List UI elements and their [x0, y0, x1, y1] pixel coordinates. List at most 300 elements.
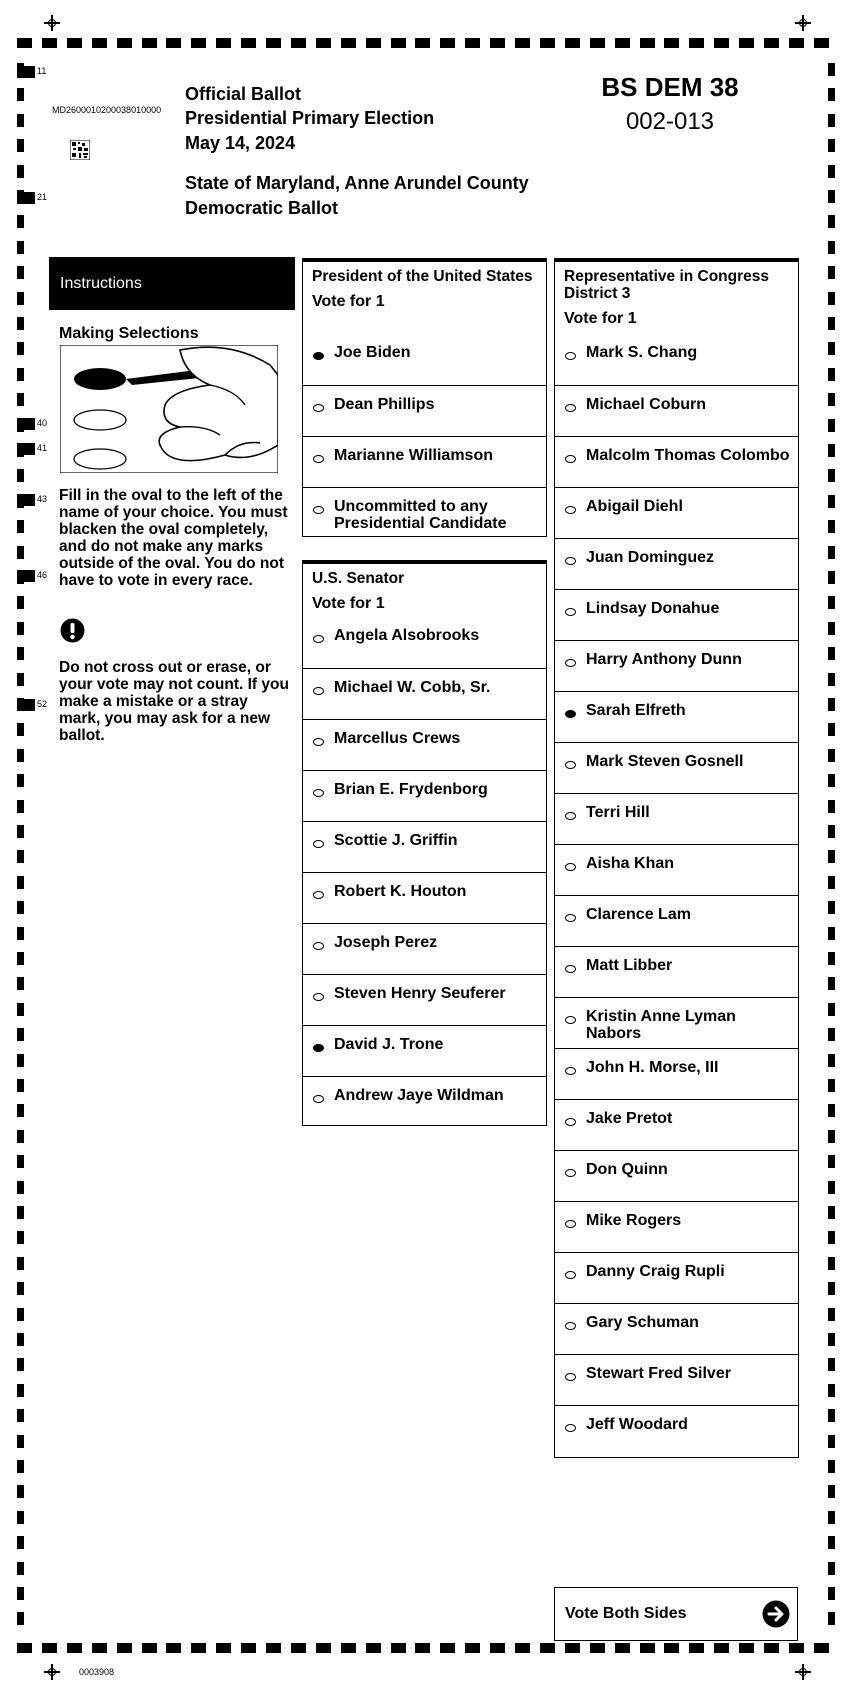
registration-crosshair-icon [44, 15, 60, 31]
side-mark [17, 570, 35, 582]
selection-oval[interactable] [565, 557, 576, 565]
selection-oval[interactable] [313, 738, 324, 746]
side-number: 52 [37, 699, 48, 709]
timing-mark [17, 1333, 24, 1346]
timing-mark [828, 1536, 835, 1549]
timing-mark [828, 901, 835, 914]
arrow-right-circle-icon [762, 1600, 790, 1628]
candidate-name: Joe Biden [334, 344, 411, 361]
candidate-name: Sarah Elfreth [586, 702, 686, 719]
timing-mark [828, 622, 835, 635]
timing-mark [590, 38, 605, 48]
timing-mark [17, 292, 24, 305]
timing-mark [828, 723, 835, 736]
selection-oval[interactable] [565, 506, 576, 514]
candidate-row[interactable] [555, 1354, 798, 1405]
timing-mark [828, 1460, 835, 1473]
side-mark [17, 699, 35, 711]
timing-mark [828, 850, 835, 863]
timing-mark [828, 1511, 835, 1524]
timing-mark [17, 393, 24, 406]
timing-mark [828, 1612, 835, 1625]
candidate-row[interactable] [303, 617, 546, 668]
timing-mark [216, 38, 231, 48]
candidate-name: Brian E. Frydenborg [334, 781, 488, 798]
candidate-row[interactable] [555, 844, 798, 895]
selection-oval[interactable] [565, 1373, 576, 1381]
candidate-name: Clarence Lam [586, 906, 691, 923]
timing-mark [689, 38, 704, 48]
candidate-name: Jeff Woodard [586, 1416, 688, 1433]
side-number: 41 [37, 443, 48, 453]
timing-mark [17, 165, 24, 178]
timing-mark [117, 38, 132, 48]
timing-mark [828, 1333, 835, 1346]
candidate-name: David J. Trone [334, 1036, 444, 1053]
candidate-row[interactable] [555, 1252, 798, 1303]
timing-mark [17, 850, 24, 863]
registration-crosshair-icon [795, 15, 811, 31]
timing-mark [17, 1003, 24, 1016]
candidate-row[interactable] [555, 946, 798, 997]
timing-mark [664, 1643, 679, 1653]
timing-mark [17, 139, 24, 152]
selection-oval[interactable] [313, 942, 324, 950]
candidate-row[interactable] [555, 385, 798, 436]
timing-mark [828, 825, 835, 838]
timing-mark [17, 1409, 24, 1422]
timing-mark [828, 292, 835, 305]
timing-mark [828, 1358, 835, 1371]
candidate-row[interactable] [555, 589, 798, 640]
timing-mark [17, 774, 24, 787]
timing-mark [241, 1643, 256, 1653]
timing-mark [828, 342, 835, 355]
timing-mark [828, 1409, 835, 1422]
timing-mark [366, 1643, 381, 1653]
timing-mark [828, 749, 835, 762]
timing-mark [828, 419, 835, 432]
candidate-name: Aisha Khan [586, 855, 675, 872]
timing-mark [828, 774, 835, 787]
timing-mark [166, 1643, 181, 1653]
timing-mark [828, 1282, 835, 1295]
timing-mark [17, 1231, 24, 1244]
timing-mark [664, 38, 679, 48]
candidate-row[interactable] [555, 691, 798, 742]
timing-mark [17, 266, 24, 279]
side-number: 40 [37, 418, 48, 428]
timing-mark [92, 1643, 107, 1653]
timing-mark [828, 215, 835, 228]
timing-mark [828, 698, 835, 711]
timing-mark [17, 1155, 24, 1168]
timing-mark [828, 1104, 835, 1117]
candidate-row[interactable] [303, 1076, 546, 1127]
timing-mark [714, 38, 729, 48]
selection-oval[interactable] [565, 710, 576, 718]
selection-oval[interactable] [313, 789, 324, 797]
vote-for-label: Vote for 1 [312, 595, 385, 612]
candidate-row[interactable] [555, 1201, 798, 1252]
timing-mark [17, 342, 24, 355]
timing-mark [828, 520, 835, 533]
timing-mark [291, 38, 306, 48]
timing-mark [540, 1643, 555, 1653]
timing-mark [17, 1435, 24, 1448]
timing-mark [828, 1054, 835, 1067]
candidate-row[interactable] [303, 436, 546, 487]
timing-mark [17, 1536, 24, 1549]
candidate-row[interactable] [555, 334, 798, 385]
candidate-name: Angela Alsobrooks [334, 627, 480, 644]
timing-mark [117, 1643, 132, 1653]
timing-mark [828, 165, 835, 178]
timing-mark [17, 952, 24, 965]
selection-oval[interactable] [565, 1067, 576, 1075]
timing-mark [440, 1643, 455, 1653]
timing-mark [828, 546, 835, 559]
timing-mark [565, 1643, 580, 1653]
timing-mark [828, 1485, 835, 1498]
contest-title: President of the United States [312, 268, 533, 285]
candidate-name: Michael W. Cobb, Sr. [334, 679, 491, 696]
timing-mark [828, 368, 835, 381]
timing-mark [828, 114, 835, 127]
timing-mark [814, 38, 829, 48]
candidate-row[interactable] [303, 1025, 546, 1076]
candidate-name: Andrew Jaye Wildman [334, 1087, 504, 1104]
candidate-row[interactable] [555, 895, 798, 946]
warning-instructions: Do not cross out or erase, or your vote may not count. If you make a mistake or a stray mark, you may ask for a new ballot. [59, 659, 289, 744]
selection-oval[interactable] [313, 840, 324, 848]
candidate-row[interactable] [555, 1405, 798, 1456]
timing-mark [739, 1643, 754, 1653]
selection-oval[interactable] [565, 404, 576, 412]
timing-mark [828, 1003, 835, 1016]
timing-mark [490, 1643, 505, 1653]
timing-mark [590, 1643, 605, 1653]
timing-mark [828, 673, 835, 686]
candidate-name: Abigail Diehl [586, 498, 683, 515]
candidate-name: Kristin Anne Lyman Nabors [586, 1008, 736, 1042]
timing-mark [17, 1358, 24, 1371]
timing-mark [828, 977, 835, 990]
timing-mark [465, 1643, 480, 1653]
contest-title: U.S. Senator [312, 570, 405, 587]
candidate-row[interactable] [555, 487, 798, 538]
selection-oval[interactable] [313, 506, 324, 514]
vote-both-sides-label: Vote Both Sides [565, 1605, 687, 1622]
candidate-name: Uncommitted to any Presidential Candidate [334, 498, 507, 532]
vote-for-label: Vote for 1 [564, 310, 637, 327]
contest-title: Representative in Congress District 3 [564, 268, 770, 302]
timing-mark [714, 1643, 729, 1653]
timing-mark [415, 38, 430, 48]
timing-mark [828, 1308, 835, 1321]
timing-mark [17, 368, 24, 381]
candidate-row[interactable] [555, 538, 798, 589]
selection-oval[interactable] [565, 1220, 576, 1228]
selection-oval[interactable] [565, 659, 576, 667]
timing-mark [191, 1643, 206, 1653]
timing-mark [828, 1028, 835, 1041]
candidate-name: Gary Schuman [586, 1314, 699, 1331]
side-number: 11 [37, 66, 47, 76]
selection-oval[interactable] [565, 1118, 576, 1126]
candidate-name: Marcellus Crews [334, 730, 461, 747]
timing-mark [42, 38, 57, 48]
candidate-row[interactable] [555, 1150, 798, 1201]
candidate-name: Don Quinn [586, 1161, 668, 1178]
election-name: Presidential Primary Election [185, 108, 435, 128]
timing-mark [17, 1130, 24, 1143]
timing-mark [828, 495, 835, 508]
timing-mark [17, 1562, 24, 1575]
side-mark [17, 66, 35, 78]
contest-congress [554, 258, 799, 1458]
side-mark [17, 494, 35, 506]
selection-oval[interactable] [313, 352, 324, 360]
timing-mark [17, 1181, 24, 1194]
candidate-row[interactable] [555, 1048, 798, 1099]
timing-mark [291, 1643, 306, 1653]
precinct-code: 002-013 [625, 108, 715, 135]
timing-mark [17, 520, 24, 533]
ballot-type: Official Ballot [185, 84, 302, 104]
timing-mark [789, 1643, 804, 1653]
selection-oval[interactable] [313, 404, 324, 412]
vote-for-label: Vote for 1 [312, 293, 385, 310]
candidate-name: Juan Dominguez [586, 549, 715, 566]
timing-mark [828, 800, 835, 813]
timing-mark [17, 241, 24, 254]
timing-mark [391, 38, 406, 48]
timing-mark [42, 1643, 57, 1653]
timing-mark [17, 1079, 24, 1092]
timing-mark [828, 952, 835, 965]
timing-mark [828, 266, 835, 279]
candidate-row[interactable] [555, 793, 798, 844]
candidate-row[interactable] [303, 334, 546, 385]
timing-mark [266, 1643, 281, 1653]
selection-oval[interactable] [565, 914, 576, 922]
candidate-name: Michael Coburn [586, 396, 707, 413]
candidate-row[interactable] [555, 997, 798, 1048]
timing-mark [366, 38, 381, 48]
selection-oval[interactable] [313, 635, 324, 643]
timing-mark [828, 571, 835, 584]
timing-mark [828, 88, 835, 101]
candidate-row[interactable] [303, 487, 546, 538]
timing-mark [17, 1028, 24, 1041]
timing-mark [515, 38, 530, 48]
timing-mark [142, 1643, 157, 1653]
candidate-row[interactable] [303, 872, 546, 923]
candidate-row[interactable] [303, 923, 546, 974]
selection-oval[interactable] [313, 455, 324, 463]
timing-mark [17, 800, 24, 813]
timing-mark [615, 1643, 630, 1653]
selection-oval[interactable] [565, 1424, 576, 1432]
timing-mark [17, 1104, 24, 1117]
timing-mark [828, 63, 835, 76]
timing-mark [828, 1155, 835, 1168]
selection-oval[interactable] [313, 1044, 324, 1052]
election-date: May 14, 2024 [185, 133, 296, 153]
candidate-name: John H. Morse, III [586, 1059, 719, 1076]
selection-oval[interactable] [565, 1271, 576, 1279]
selection-oval[interactable] [313, 1095, 324, 1103]
candidate-row[interactable] [555, 742, 798, 793]
timing-mark [465, 38, 480, 48]
side-number: 21 [37, 192, 48, 202]
timing-mark [17, 1643, 32, 1653]
selection-oval[interactable] [313, 687, 324, 695]
timing-mark [17, 647, 24, 660]
candidate-name: Joseph Perez [334, 934, 438, 951]
candidate-name: Harry Anthony Dunn [586, 651, 742, 668]
ballot-id: MD2600010200038010000 [52, 105, 162, 115]
contest-senator [302, 560, 547, 1126]
candidate-row[interactable] [303, 770, 546, 821]
timing-mark [17, 546, 24, 559]
timing-mark [17, 876, 24, 889]
candidate-name: Jake Pretot [586, 1110, 673, 1127]
timing-mark [142, 38, 157, 48]
candidate-row[interactable] [555, 640, 798, 691]
timing-mark [828, 876, 835, 889]
jurisdiction: State of Maryland, Anne Arundel County [185, 173, 529, 193]
selection-oval[interactable] [565, 812, 576, 820]
timing-mark [828, 647, 835, 660]
timing-mark [17, 596, 24, 609]
timing-mark [615, 38, 630, 48]
timing-mark [828, 469, 835, 482]
timing-mark [17, 215, 24, 228]
timing-mark [17, 317, 24, 330]
footer-id: 0003908 [79, 1667, 115, 1677]
timing-mark [828, 1231, 835, 1244]
timing-mark [828, 139, 835, 152]
candidate-name: Marianne Williamson [334, 447, 493, 464]
candidate-row[interactable] [555, 1099, 798, 1150]
candidate-name: Steven Henry Seuferer [334, 985, 506, 1002]
timing-mark [92, 38, 107, 48]
selection-oval[interactable] [313, 891, 324, 899]
selection-oval[interactable] [565, 352, 576, 360]
qr-code-icon [70, 140, 90, 160]
exclamation-circle-icon [60, 618, 85, 643]
side-number: 43 [37, 494, 48, 504]
instructions-subtitle: Making Selections [59, 325, 199, 342]
timing-mark [17, 977, 24, 990]
timing-mark [17, 114, 24, 127]
selection-oval[interactable] [565, 1322, 576, 1330]
candidate-name: Lindsay Donahue [586, 600, 720, 617]
timing-mark [17, 673, 24, 686]
timing-mark [540, 38, 555, 48]
timing-mark [828, 190, 835, 203]
candidate-name: Stewart Fred Silver [586, 1365, 731, 1382]
timing-mark [565, 38, 580, 48]
ballot-style: BS DEM 38 [601, 72, 739, 102]
marking-illustration [60, 345, 278, 473]
timing-mark [828, 1079, 835, 1092]
timing-mark [17, 749, 24, 762]
timing-mark [67, 1643, 82, 1653]
timing-mark [515, 1643, 530, 1653]
candidate-row[interactable] [303, 974, 546, 1025]
fill-instructions: Fill in the oval to the left of the name of your choice. You must blacken the oval completely, and do not make any marks outside of the oval. You do not have to vote in every race. [59, 487, 288, 589]
selection-oval[interactable] [565, 1016, 576, 1024]
candidate-row[interactable] [303, 385, 546, 436]
timing-mark [764, 38, 779, 48]
timing-mark [440, 38, 455, 48]
timing-mark [17, 1460, 24, 1473]
selection-oval[interactable] [565, 455, 576, 463]
selection-oval[interactable] [565, 1169, 576, 1177]
timing-mark [828, 927, 835, 940]
candidate-row[interactable] [555, 436, 798, 487]
registration-crosshair-icon [795, 1664, 811, 1680]
timing-mark [17, 1257, 24, 1270]
candidate-name: Dean Phillips [334, 396, 435, 413]
timing-mark [17, 38, 32, 48]
timing-mark [828, 1181, 835, 1194]
timing-mark [814, 1643, 829, 1653]
side-mark [17, 443, 35, 455]
candidate-name: Malcolm Thomas Colombo [586, 447, 790, 464]
timing-mark [828, 1206, 835, 1219]
timing-mark [640, 1643, 655, 1653]
timing-mark [391, 1643, 406, 1653]
timing-mark [166, 38, 181, 48]
selection-oval[interactable] [565, 608, 576, 616]
candidate-name: Terri Hill [586, 804, 650, 821]
timing-mark [17, 1485, 24, 1498]
timing-mark [640, 38, 655, 48]
registration-crosshair-icon [44, 1664, 60, 1680]
contest-president [302, 258, 547, 537]
selection-oval[interactable] [565, 965, 576, 973]
candidate-row[interactable] [303, 821, 546, 872]
selection-oval[interactable] [313, 993, 324, 1001]
timing-mark [828, 317, 835, 330]
timing-mark [241, 38, 256, 48]
timing-mark [67, 38, 82, 48]
timing-mark [17, 825, 24, 838]
timing-mark [17, 1612, 24, 1625]
candidate-name: Scottie J. Griffin [334, 832, 458, 849]
timing-mark [316, 1643, 331, 1653]
candidate-name: Mark S. Chang [586, 344, 698, 361]
timing-mark [789, 38, 804, 48]
selection-oval[interactable] [565, 761, 576, 769]
candidate-row[interactable] [303, 719, 546, 770]
selection-oval[interactable] [565, 863, 576, 871]
timing-mark [341, 38, 356, 48]
candidate-row[interactable] [303, 668, 546, 719]
timing-mark [17, 1054, 24, 1067]
timing-mark [828, 393, 835, 406]
timing-mark [17, 622, 24, 635]
timing-mark [828, 1562, 835, 1575]
candidate-row[interactable] [555, 1303, 798, 1354]
vote-both-sides-box [554, 1587, 798, 1641]
timing-mark [828, 241, 835, 254]
candidate-name: Danny Craig Rupli [586, 1263, 725, 1280]
